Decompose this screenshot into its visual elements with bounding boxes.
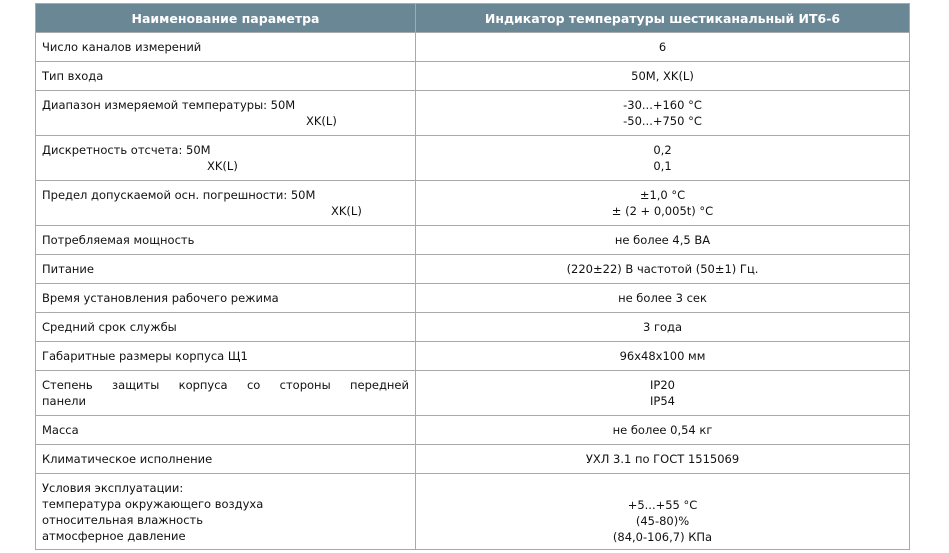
- value-cell: [416, 371, 910, 416]
- value-text: не более 3 сек: [618, 291, 707, 305]
- param-cell: [36, 136, 416, 181]
- param-cell: [36, 33, 416, 62]
- value-cell: [416, 226, 910, 255]
- param-cell: [36, 342, 416, 371]
- param-cell: [36, 255, 416, 284]
- param-column-header: Наименование параметра: [36, 4, 416, 33]
- param-cell: [36, 313, 416, 342]
- param-subtext: атмосферное давление: [42, 528, 186, 543]
- value-cell: [416, 284, 910, 313]
- param-cell: [36, 284, 416, 313]
- table-row: [36, 445, 910, 474]
- param-cell: [36, 474, 416, 550]
- value-text: 0,1: [653, 159, 672, 173]
- table-row: [36, 313, 910, 342]
- value-text: (45-80)%: [635, 514, 690, 528]
- value-text: 0,2: [653, 143, 672, 157]
- param-cell: [36, 445, 416, 474]
- param-text: Климатическое исполнение: [42, 452, 213, 466]
- param-text: Габаритные размеры корпуса Щ1: [42, 349, 248, 363]
- table-row: [36, 342, 910, 371]
- value-cell: [416, 255, 910, 284]
- param-text: Средний срок службы: [42, 320, 177, 334]
- table-row: [36, 62, 910, 91]
- value-cell: [416, 474, 910, 550]
- value-text: IP54: [650, 394, 675, 408]
- value-cell: [416, 342, 910, 371]
- table-row: [36, 33, 910, 62]
- value-text: УХЛ 3.1 по ГОСТ 1515069: [585, 452, 740, 466]
- param-subtext: XK(L): [207, 159, 238, 173]
- specifications-table: [35, 3, 910, 550]
- table-row: [36, 226, 910, 255]
- value-cell: [416, 445, 910, 474]
- value-cell: [416, 136, 910, 181]
- value-text: IP20: [650, 378, 675, 392]
- value-cell: [416, 313, 910, 342]
- param-text: Потребляемая мощность: [42, 233, 195, 247]
- param-cell: [36, 91, 416, 136]
- param-text: Степень защиты корпуса со стороны передней: [42, 378, 409, 392]
- table-row: [36, 255, 910, 284]
- value-column-header: Индикатор температуры шестиканальный ИТ6-6: [416, 4, 910, 33]
- param-text: Время установления рабочего режима: [42, 291, 279, 305]
- param-text: Предел допускаемой осн. погрешности: 50M: [42, 188, 316, 202]
- value-cell: [416, 416, 910, 445]
- value-text: не более 0,54 кг: [612, 423, 713, 437]
- param-text: Число каналов измерений: [42, 40, 202, 54]
- table-row: [36, 474, 910, 550]
- param-text: Диапазон измеряемой температуры: 50M: [42, 98, 296, 112]
- value-text: 96x48x100 мм: [619, 349, 706, 363]
- value-text: ± (2 + 0,005t) °C: [611, 204, 714, 218]
- param-subtext: температура окружающего воздуха: [42, 496, 264, 511]
- value-text: -30...+160 °C: [623, 98, 702, 112]
- param-text: Условия эксплуатации:: [42, 480, 184, 495]
- param-cell: [36, 181, 416, 226]
- table-row: [36, 181, 910, 226]
- value-text: 3 года: [642, 320, 683, 334]
- value-cell: [416, 91, 910, 136]
- table-row: [36, 284, 910, 313]
- value-text: +5...+55 °C: [627, 498, 698, 512]
- param-cell: [36, 371, 416, 416]
- table-row: [36, 136, 910, 181]
- value-cell: [416, 181, 910, 226]
- value-text: не более 4,5 ВА: [614, 233, 711, 247]
- value-cell: [416, 62, 910, 91]
- param-subtext: XK(L): [331, 204, 362, 218]
- param-text: Масса: [42, 423, 79, 437]
- value-cell: [416, 33, 910, 62]
- table-row: [36, 371, 910, 416]
- value-text: 6: [658, 40, 667, 54]
- param-text: Дискретность отсчета: 50M: [42, 143, 211, 157]
- table-header-row: [36, 4, 910, 33]
- param-subtext: XK(L): [306, 114, 337, 128]
- value-text: ±1,0 °C: [639, 188, 686, 202]
- param-cell: [36, 62, 416, 91]
- param-cell: [36, 226, 416, 255]
- table-row: [36, 91, 910, 136]
- value-text: 50M, XK(L): [631, 69, 694, 83]
- param-text: Питание: [42, 262, 94, 276]
- value-text: (220±22) В частотой (50±1) Гц.: [566, 262, 759, 276]
- value-text: (84,0-106,7) КПа: [612, 530, 713, 544]
- param-subtext: панели: [42, 394, 86, 408]
- table-row: [36, 416, 910, 445]
- value-text: -50...+750 °C: [623, 114, 702, 128]
- param-text: Тип входа: [42, 69, 104, 83]
- param-subtext: относительная влажность: [42, 512, 204, 527]
- param-cell: [36, 416, 416, 445]
